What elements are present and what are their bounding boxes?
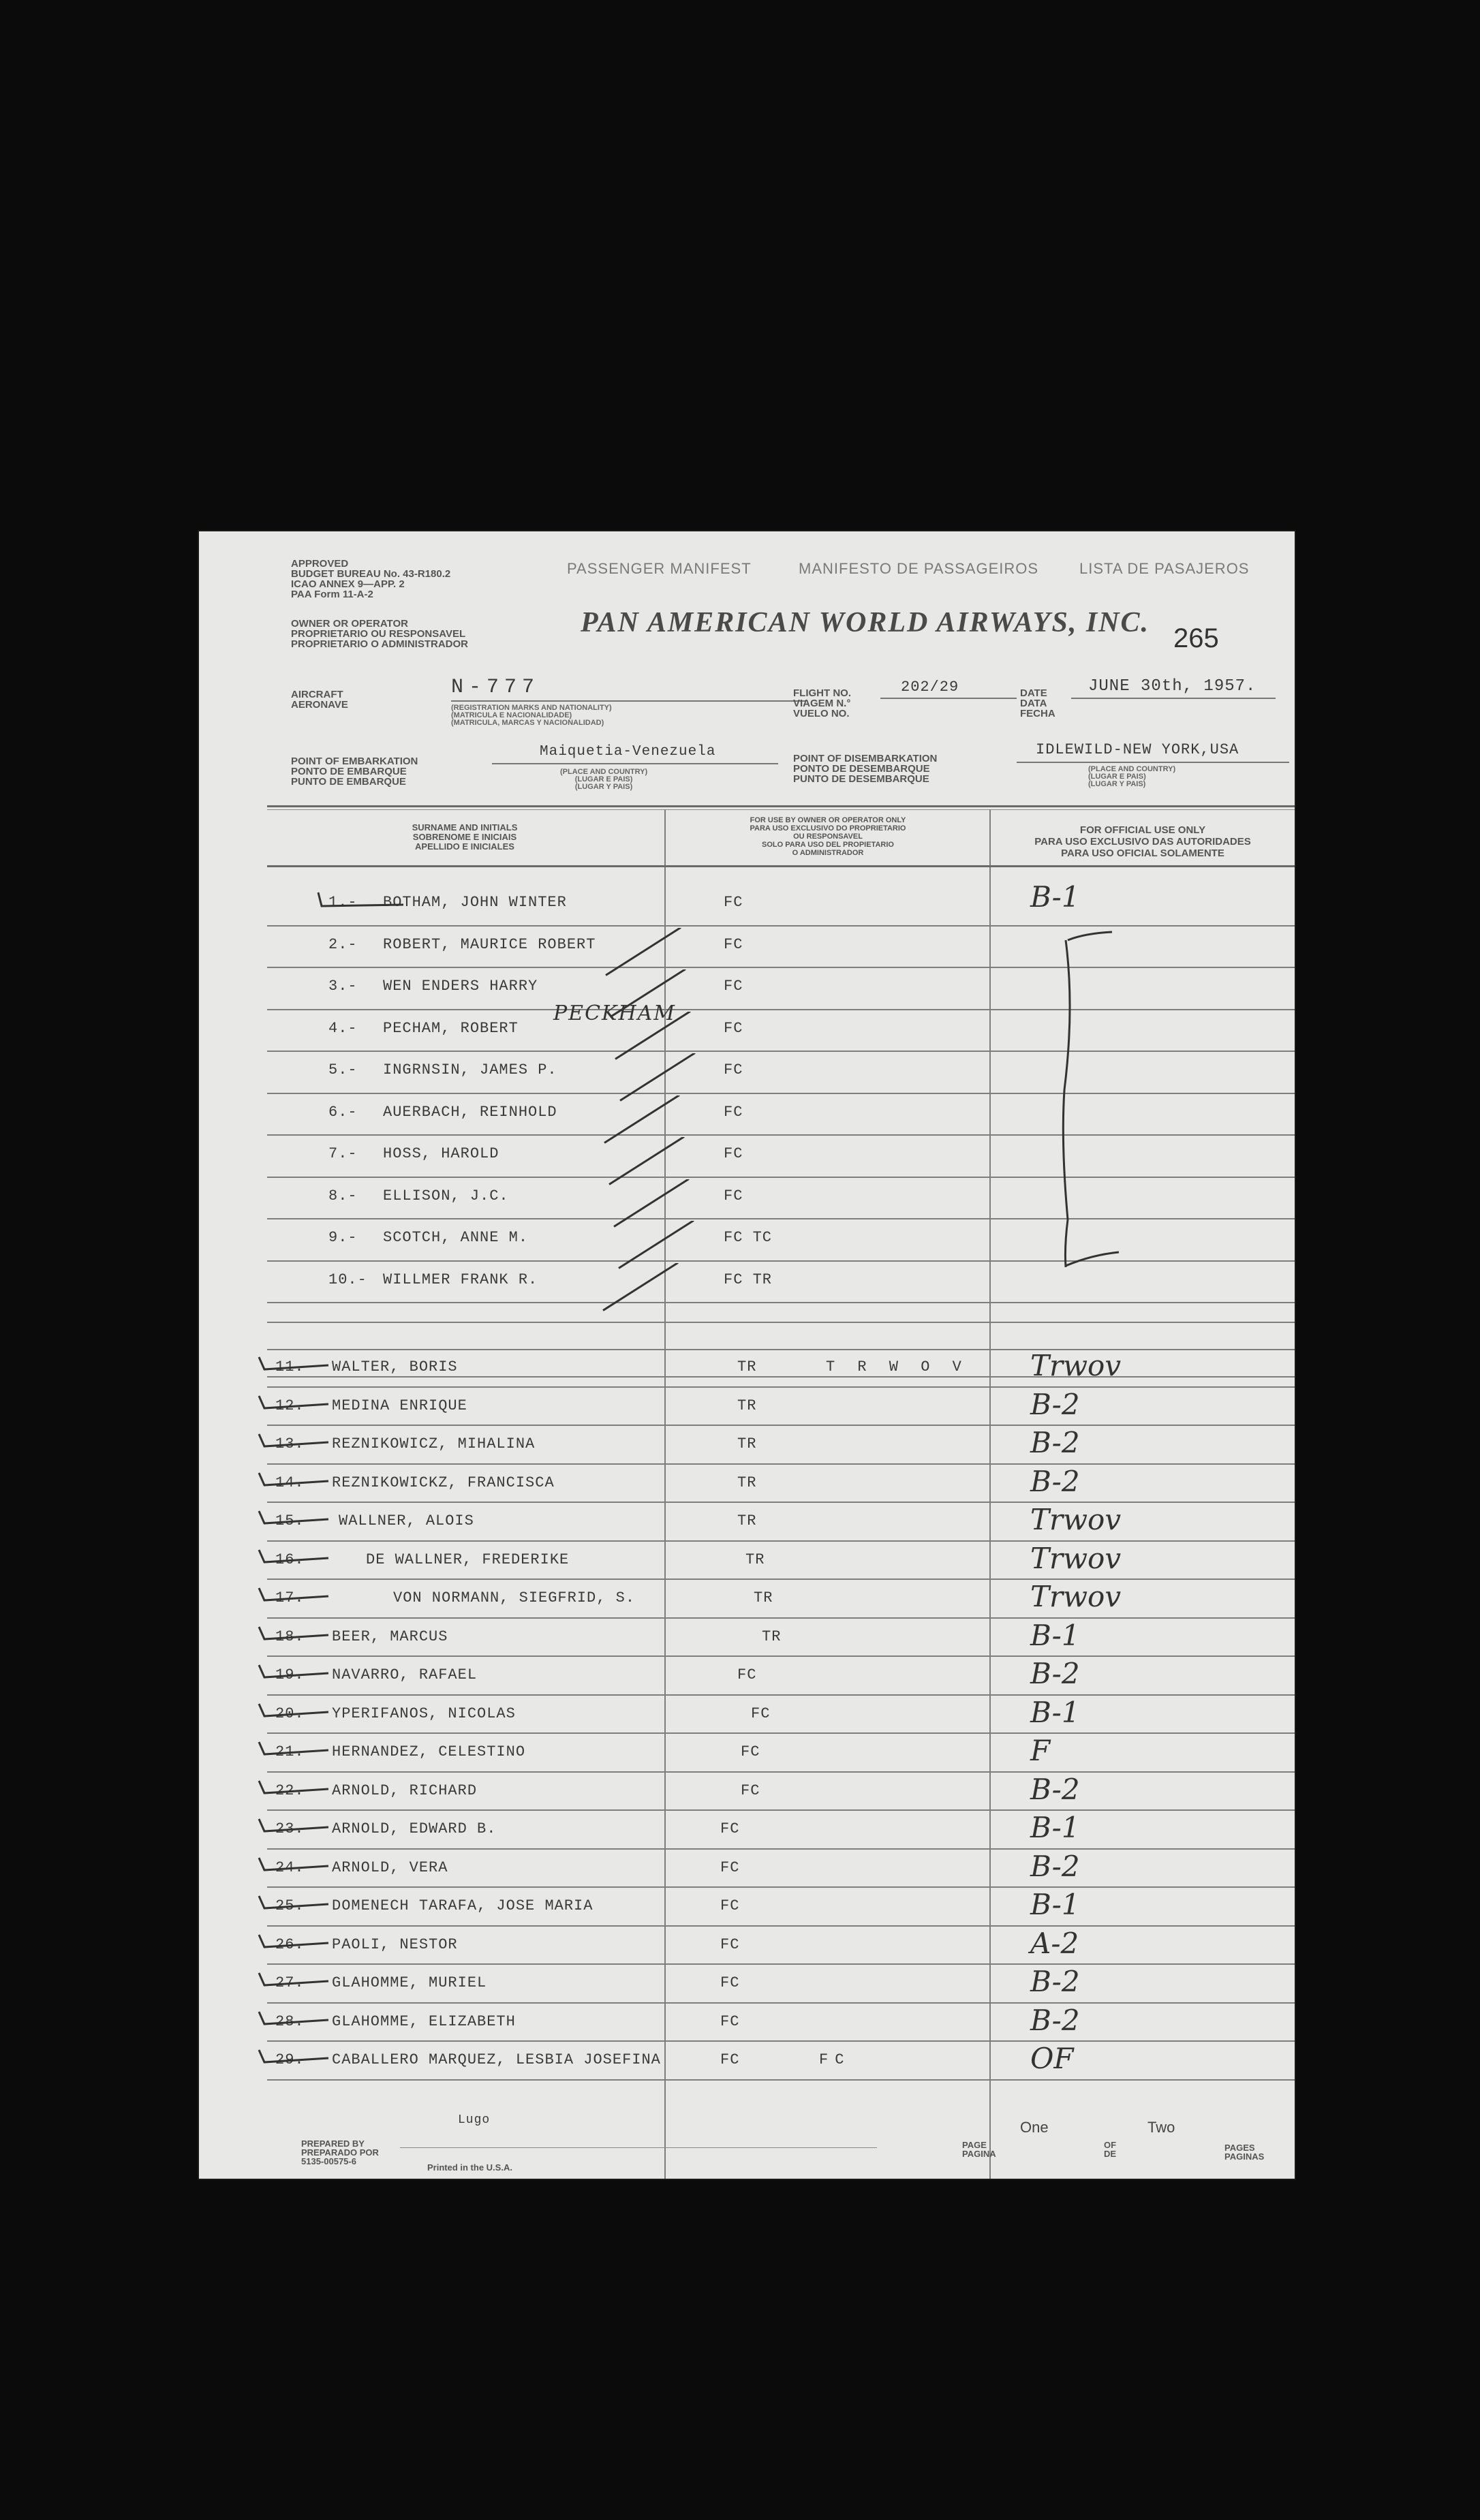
- official-annotation: B-1: [1030, 1811, 1080, 1844]
- page-number: 265: [1173, 623, 1219, 653]
- official-annotation: B-2: [1030, 1965, 1080, 1998]
- header-line: PARA USO EXCLUSIVO DO PROPRIETARIO: [750, 824, 906, 833]
- header-line: PARA USO OFICIAL SOLAMENTE: [1061, 847, 1224, 859]
- passenger-name: WEN ENDERS HARRY: [383, 978, 538, 995]
- owner-code: FC TC: [724, 1229, 773, 1246]
- owner-code: FC: [720, 1820, 740, 1837]
- row-number: 21.-: [275, 1743, 314, 1760]
- approval-line: PAA Form 11-A-2: [291, 589, 373, 600]
- caption-line: (PLACE AND COUNTRY): [560, 768, 648, 776]
- pages-label-line: PAGES: [1224, 2143, 1255, 2153]
- official-annotation: B-2: [1030, 1849, 1080, 1883]
- header-line: FOR USE BY OWNER OR OPERATOR ONLY: [750, 816, 906, 824]
- embark-value: Maiquetia-Venezuela: [540, 744, 716, 760]
- official-annotation: B-1: [1030, 1695, 1080, 1729]
- flight-label-line: FLIGHT NO.: [793, 687, 851, 699]
- row-number: 24.-: [275, 1858, 314, 1876]
- row-number: 19.-: [275, 1666, 314, 1683]
- caption-line: (MATRICULA E NACIONALIDADE): [451, 711, 572, 719]
- approval-line: APPROVED: [291, 558, 349, 570]
- page-label-line: PAGINA: [962, 2149, 996, 2159]
- row-number: 8.-: [328, 1187, 358, 1204]
- approval-line: BUDGET BUREAU No. 43-R180.2: [291, 568, 451, 580]
- embark-label-line: PUNTO DE EMBARQUE: [291, 776, 406, 788]
- caption-line: (MATRICULA, MARCAS Y NACIONALIDAD): [451, 719, 604, 727]
- of-label-line: OF: [1104, 2140, 1117, 2150]
- row-number: 23.-: [275, 1820, 314, 1837]
- page-label-line: PAGE: [962, 2140, 987, 2150]
- aircraft-label-line: AIRCRAFT: [291, 689, 343, 700]
- caption-line: (PLACE AND COUNTRY): [1088, 765, 1176, 773]
- header-line: SURNAME AND INITIALS: [412, 822, 518, 833]
- pages-label-line: PAGINAS: [1224, 2151, 1265, 2162]
- owner-code: FC: [724, 1103, 743, 1121]
- date-label-line: FECHA: [1020, 708, 1055, 719]
- row-number: 7.-: [328, 1145, 358, 1162]
- row-number: 12.-: [275, 1397, 314, 1414]
- row-number: 1.-: [328, 894, 358, 911]
- caption-line: (REGISTRATION MARKS AND NATIONALITY): [451, 704, 612, 712]
- official-bracket-end: [1066, 1252, 1119, 1266]
- row-number: 16.-: [275, 1551, 314, 1568]
- row-number: 5.-: [328, 1061, 358, 1078]
- date-label-line: DATA: [1020, 698, 1047, 709]
- date-value: JUNE 30th, 1957.: [1088, 677, 1257, 696]
- owner-code: FC: [741, 1743, 760, 1760]
- caption-line: (LUGAR E PAIS): [1088, 773, 1146, 781]
- row-number: 20.-: [275, 1705, 314, 1722]
- owner-code: TR: [737, 1358, 757, 1375]
- passenger-name: AUERBACH, REINHOLD: [383, 1103, 557, 1121]
- row-number: 26.-: [275, 1935, 314, 1953]
- owner-code: FC: [724, 1145, 743, 1162]
- of-value: Two: [1147, 2119, 1175, 2136]
- passenger-name: GLAHOMME, MURIEL: [332, 1974, 487, 1991]
- form-number: 5135-00575-6: [301, 2156, 356, 2166]
- owner-code: FC: [720, 2012, 740, 2030]
- handwritten-peckham: PECKHAM: [553, 1001, 676, 1025]
- row-number: 18.-: [275, 1628, 314, 1645]
- embark-label-line: PONTO DE EMBARQUE: [291, 766, 407, 777]
- owner-code: FC: [720, 2051, 740, 2068]
- passenger-name: YPERIFANOS, NICOLAS: [332, 1705, 516, 1722]
- header-line: FOR OFFICIAL USE ONLY: [1079, 824, 1206, 836]
- official-annotation: OF: [1030, 2042, 1074, 2075]
- approval-line: ICAO ANNEX 9—APP. 2: [291, 578, 405, 590]
- passenger-name: INGRNSIN, JAMES P.: [383, 1061, 557, 1078]
- printed-in: Printed in the U.S.A.: [427, 2162, 512, 2173]
- owner-code: FC: [720, 1897, 740, 1914]
- passenger-name: CABALLERO MARQUEZ, LESBIA JOSEFINA: [332, 2051, 661, 2068]
- prepared-underline: [400, 2147, 877, 2148]
- passenger-name: HERNANDEZ, CELESTINO: [332, 1743, 526, 1760]
- owner-label-line: PROPRIETARIO OU RESPONSAVEL: [291, 628, 466, 640]
- row-number: 22.-: [275, 1782, 314, 1799]
- passenger-name: MEDINA ENRIQUE: [332, 1397, 467, 1414]
- owner-label-line: PROPRIETARIO O ADMINISTRADOR: [291, 638, 469, 650]
- official-annotation: A-2: [1030, 1926, 1079, 1960]
- passenger-name: SCOTCH, ANNE M.: [383, 1229, 529, 1246]
- title-es: LISTA DE PASAJEROS: [1079, 560, 1250, 577]
- owner-code: FC TR: [724, 1271, 773, 1288]
- caption-line: (LUGAR E PAIS): [574, 775, 633, 783]
- official-annotation: B-2: [1030, 1772, 1080, 1806]
- passenger-name: REZNIKOWICZ, MIHALINA: [332, 1435, 536, 1452]
- flight-label-line: VUELO NO.: [793, 708, 850, 719]
- row-number: 10.-: [328, 1271, 367, 1288]
- passenger-name: ARNOLD, VERA: [332, 1858, 448, 1876]
- owner-label-line: OWNER OR OPERATOR: [291, 618, 408, 629]
- official-annotation: B-2: [1030, 1464, 1080, 1498]
- title-pt: MANIFESTO DE PASSAGEIROS: [799, 560, 1039, 577]
- official-annotation: B-2: [1030, 1657, 1080, 1690]
- owner-extra: T R W O V: [826, 1358, 968, 1375]
- owner-code: TR: [737, 1474, 757, 1491]
- passenger-name: ARNOLD, RICHARD: [332, 1782, 478, 1799]
- row-number: 3.-: [328, 978, 358, 995]
- passenger-name: ROBERT, MAURICE ROBERT: [383, 935, 596, 953]
- title-en: PASSENGER MANIFEST: [567, 560, 752, 577]
- owner-code: TR: [762, 1628, 782, 1645]
- passenger-name: DE WALLNER, FREDERIKE: [366, 1551, 570, 1568]
- owner-code: FC: [724, 1187, 743, 1204]
- owner-code: FC: [720, 1858, 740, 1876]
- official-annotation: Trwov: [1030, 1541, 1122, 1575]
- airline-name: PAN AMERICAN WORLD AIRWAYS, INC.: [581, 607, 1150, 638]
- header-line: SOLO PARA USO DEL PROPIETARIO: [762, 841, 894, 849]
- passenger-name: ARNOLD, EDWARD B.: [332, 1820, 497, 1837]
- passenger-name: DOMENECH TARAFA, JOSE MARIA: [332, 1897, 593, 1914]
- disembark-label-line: PONTO DE DESEMBARQUE: [793, 763, 930, 775]
- signature: Lugo: [458, 2113, 491, 2127]
- owner-code: FC: [724, 978, 743, 995]
- pages-label: [1224, 2143, 1264, 2161]
- row-number: 17.-: [275, 1589, 314, 1606]
- owner-code: TR: [754, 1589, 773, 1606]
- owner-code: FC: [741, 1782, 760, 1799]
- official-annotation: Trwov: [1030, 1503, 1122, 1536]
- official-annotation: B-2: [1030, 2003, 1080, 2037]
- passenger-name: NAVARRO, RAFAEL: [332, 1666, 478, 1683]
- flight-label-line: VIAGEM N.°: [793, 698, 851, 709]
- row-number: 28.-: [275, 2012, 314, 2030]
- owner-extra: FC: [819, 2051, 851, 2068]
- caption-line: (LUGAR Y PAIS): [574, 783, 633, 791]
- handwritten-marks: [199, 531, 1295, 2179]
- row-number: 2.-: [328, 935, 358, 953]
- official-annotation: B-2: [1030, 1387, 1080, 1421]
- date-label-line: DATE: [1020, 687, 1047, 699]
- passenger-name: WILLMER FRANK R.: [383, 1271, 538, 1288]
- header-line: PARA USO EXCLUSIVO DAS AUTORIDADES: [1034, 836, 1251, 847]
- row-number: 29.-: [275, 2051, 314, 2068]
- prepared-line: PREPARED BY: [301, 2138, 365, 2149]
- owner-code: FC: [751, 1705, 771, 1722]
- disembark-value: IDLEWILD-NEW YORK,USA: [1036, 741, 1239, 758]
- passenger-name: WALTER, BORIS: [332, 1358, 458, 1375]
- caption-line: (LUGAR Y PAIS): [1088, 780, 1146, 788]
- passenger-name: BEER, MARCUS: [332, 1628, 448, 1645]
- row-number: 11.-: [275, 1358, 314, 1375]
- row-number: 13.-: [275, 1435, 314, 1452]
- official-annotation: Trwov: [1030, 1580, 1122, 1613]
- passenger-name: BOTHAM, JOHN WINTER: [383, 894, 567, 911]
- owner-code: FC: [724, 935, 743, 953]
- aircraft-label-line: AERONAVE: [291, 699, 348, 711]
- passenger-name: REZNIKOWICKZ, FRANCISCA: [332, 1474, 555, 1491]
- row-number: 15.-: [275, 1512, 314, 1529]
- flight-value: 202/29: [901, 679, 959, 696]
- header-line: APELLIDO E INICIALES: [415, 841, 514, 852]
- disembark-label-line: POINT OF DISEMBARKATION: [793, 753, 938, 764]
- page-value: One: [1020, 2119, 1049, 2136]
- owner-code: FC: [724, 894, 743, 911]
- owner-code: FC: [720, 1935, 740, 1953]
- header-line: O ADMINISTRADOR: [792, 849, 864, 857]
- official-annotation: B-2: [1030, 1426, 1080, 1459]
- owner-code: TR: [737, 1435, 757, 1452]
- of-label: [1104, 2141, 1116, 2158]
- row-number: 4.-: [328, 1019, 358, 1037]
- row-number: 25.-: [275, 1897, 314, 1914]
- passenger-name: HOSS, HAROLD: [383, 1145, 499, 1162]
- page-label: [962, 2141, 996, 2158]
- passenger-name: PAOLI, NESTOR: [332, 1935, 458, 1953]
- official-annotation: B-1: [1030, 1618, 1080, 1652]
- prepared-line: PREPARADO POR: [301, 2147, 379, 2158]
- owner-code: FC: [724, 1019, 743, 1037]
- passenger-name: VON NORMANN, SIEGFRID, S.: [393, 1589, 636, 1606]
- prepared-by-label: [301, 2139, 379, 2166]
- passenger-name: PECHAM, ROBERT: [383, 1019, 519, 1037]
- owner-code: TR: [745, 1551, 765, 1568]
- passenger-name: WALLNER, ALOIS: [339, 1512, 474, 1529]
- header-line: OU RESPONSAVEL: [793, 833, 863, 841]
- passenger-name: GLAHOMME, ELIZABETH: [332, 2012, 516, 2030]
- official-annotation: B-1: [1030, 880, 1080, 914]
- owner-code: TR: [737, 1397, 757, 1414]
- of-label-line: DE: [1104, 2149, 1117, 2159]
- owner-code: FC: [720, 1974, 740, 1991]
- official-annotation: Trwov: [1030, 1349, 1122, 1382]
- disembark-label-line: PUNTO DE DESEMBARQUE: [793, 773, 929, 785]
- passenger-name: ELLISON, J.C.: [383, 1187, 509, 1204]
- row-number: 6.-: [328, 1103, 358, 1121]
- owner-code: FC: [724, 1061, 743, 1078]
- manifest-sheet: [199, 531, 1295, 2179]
- aircraft-value: N-777: [451, 676, 540, 699]
- header-line: SOBRENOME E INICIAIS: [412, 832, 517, 842]
- row-number: 27.-: [275, 1974, 314, 1991]
- embark-label-line: POINT OF EMBARKATION: [291, 756, 418, 767]
- owner-code: FC: [737, 1666, 757, 1683]
- official-annotation: B-1: [1030, 1888, 1080, 1921]
- official-bracket: [1063, 940, 1070, 1267]
- official-annotation: F: [1030, 1734, 1051, 1767]
- row-number: 9.-: [328, 1229, 358, 1246]
- official-bracket-start: [1068, 932, 1112, 940]
- owner-code: TR: [737, 1512, 757, 1529]
- row-number: 14.-: [275, 1474, 314, 1491]
